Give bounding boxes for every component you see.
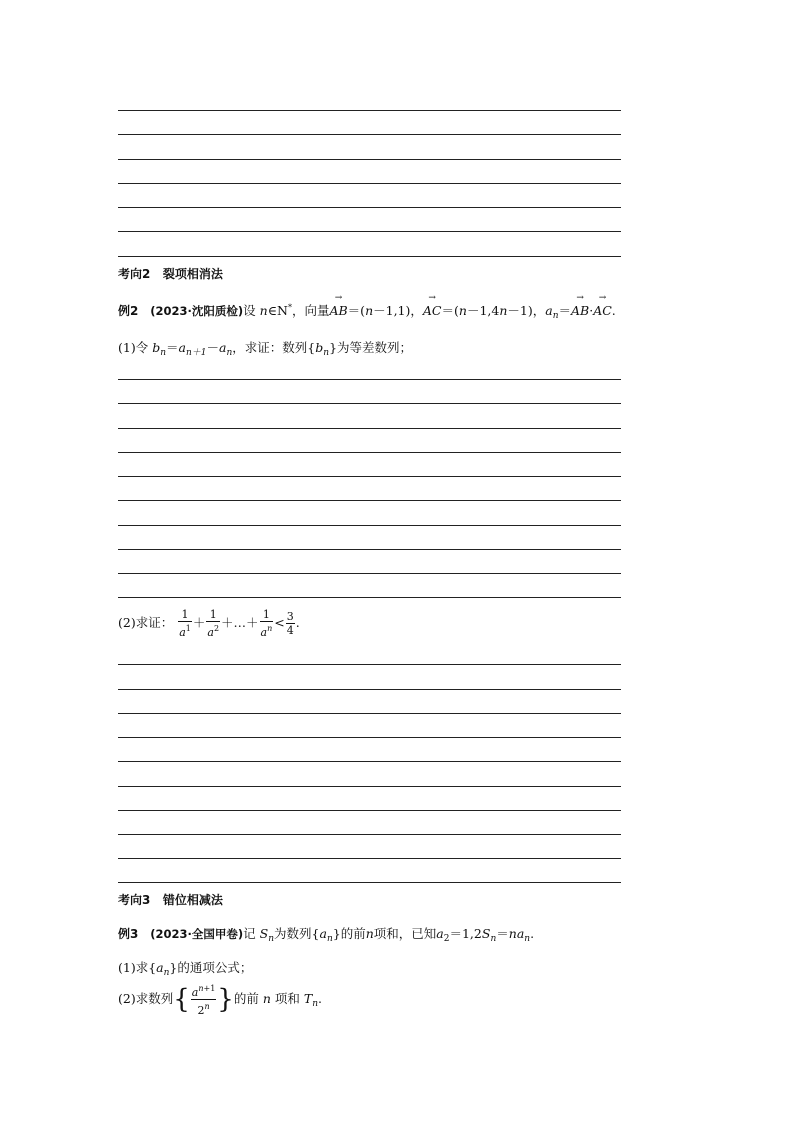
text: 2 bbox=[197, 1004, 205, 1017]
text: ，向量 bbox=[291, 303, 330, 318]
example-label: 例2 bbox=[118, 304, 139, 318]
section-heading-3 bbox=[118, 892, 223, 908]
text: 设 bbox=[243, 303, 256, 318]
text: }为等差数列； bbox=[329, 340, 413, 355]
answer-rule bbox=[118, 858, 621, 859]
answer-rule bbox=[118, 810, 621, 811]
answer-rule bbox=[118, 786, 621, 787]
denominator: 4 bbox=[286, 624, 294, 637]
var-a: a bbox=[260, 626, 268, 639]
var-n: n bbox=[365, 926, 374, 941]
answer-rule bbox=[118, 713, 621, 714]
text: －1,1)， bbox=[373, 303, 423, 318]
text: (2)求数列 bbox=[118, 991, 174, 1006]
subscript-n: n bbox=[312, 999, 319, 1009]
superscript-n: n bbox=[267, 624, 273, 633]
subscript-n: n bbox=[268, 934, 275, 944]
text: 项和 bbox=[274, 991, 300, 1006]
var-b: b bbox=[315, 340, 324, 355]
text: ∈N bbox=[267, 303, 288, 318]
text: 的前 bbox=[233, 991, 259, 1006]
vector-ac: → AC bbox=[423, 303, 442, 319]
text: (1)令 bbox=[118, 340, 149, 355]
var-a: a bbox=[207, 626, 214, 639]
numerator bbox=[191, 982, 217, 1000]
text: (2)求证： bbox=[118, 615, 174, 630]
section-title: 裂项相消法 bbox=[162, 267, 223, 281]
example-label: 例3 bbox=[118, 927, 139, 941]
answer-rule bbox=[118, 110, 621, 111]
subscript-n: n bbox=[326, 934, 333, 944]
var-a: a bbox=[545, 303, 553, 318]
subscript-n: n bbox=[552, 311, 559, 321]
section-title: 错位相减法 bbox=[162, 893, 223, 907]
numerator: 1 bbox=[178, 608, 192, 622]
text: 项和，已知 bbox=[373, 926, 437, 941]
example-3-part-2 bbox=[118, 982, 322, 1021]
text: · bbox=[589, 303, 594, 318]
text: . bbox=[611, 303, 616, 318]
section-label: 考向3 bbox=[118, 893, 151, 907]
answer-rule bbox=[118, 134, 621, 135]
text: ＝( bbox=[441, 303, 459, 318]
var-n: n bbox=[262, 991, 271, 1006]
answer-rule bbox=[118, 573, 621, 574]
text: ＝ bbox=[496, 926, 509, 941]
answer-rule bbox=[118, 207, 621, 208]
answer-rule bbox=[118, 183, 621, 184]
numerator: 1 bbox=[206, 608, 220, 622]
var-t: T bbox=[303, 991, 313, 1006]
answer-rule bbox=[118, 525, 621, 526]
var-n: n bbox=[259, 303, 268, 318]
fraction bbox=[206, 608, 220, 639]
fraction bbox=[191, 982, 217, 1017]
var-a: a bbox=[156, 960, 164, 975]
var-b: b bbox=[152, 340, 161, 355]
text: －1,4 bbox=[466, 303, 500, 318]
answer-rule bbox=[118, 403, 621, 404]
text: ＝ bbox=[166, 340, 179, 355]
denominator bbox=[260, 622, 274, 639]
brace-open: { bbox=[173, 984, 190, 1015]
fraction bbox=[260, 608, 274, 639]
answer-rule bbox=[118, 664, 621, 665]
answer-rule bbox=[118, 231, 621, 232]
numerator: 3 bbox=[286, 610, 294, 623]
text: ＝1,2 bbox=[449, 926, 482, 941]
superscript-n: n bbox=[204, 1002, 210, 1011]
vector-ab: → AB bbox=[571, 303, 589, 319]
answer-rule bbox=[118, 379, 621, 380]
text: 记 bbox=[243, 926, 256, 941]
text: ＋ bbox=[192, 615, 206, 630]
text: . bbox=[295, 615, 300, 630]
text: (1)求{ bbox=[118, 960, 157, 975]
subscript-n: n bbox=[490, 934, 497, 944]
vector-ac: → AC bbox=[593, 303, 612, 319]
answer-rule bbox=[118, 452, 621, 453]
superscript: * bbox=[287, 303, 292, 312]
var-s: S bbox=[259, 926, 269, 941]
text: }的前 bbox=[332, 926, 366, 941]
example-2-part-1 bbox=[118, 340, 412, 361]
denominator bbox=[191, 1000, 217, 1017]
superscript: +1 bbox=[203, 984, 216, 993]
denominator bbox=[178, 622, 192, 639]
brace-close: } bbox=[217, 984, 234, 1015]
answer-rule bbox=[118, 476, 621, 477]
subscript-n: n bbox=[163, 968, 170, 978]
var-a: a bbox=[219, 340, 227, 355]
subscript-n: n bbox=[160, 348, 167, 358]
superscript: 2 bbox=[213, 624, 220, 633]
subscript-n: n bbox=[226, 348, 233, 358]
subscript: 2 bbox=[443, 934, 450, 944]
answer-rule bbox=[118, 256, 621, 257]
subscript-n: n bbox=[323, 348, 330, 358]
answer-rule bbox=[118, 882, 621, 883]
text: －1)， bbox=[507, 303, 546, 318]
var-a: a bbox=[319, 926, 327, 941]
text: ＝ bbox=[558, 303, 571, 318]
vector-ab: → AB bbox=[329, 303, 347, 319]
fraction bbox=[178, 608, 192, 639]
text: ＋…＋ bbox=[221, 615, 259, 630]
answer-rule bbox=[118, 737, 621, 738]
section-heading-2 bbox=[118, 266, 223, 282]
example-2-stem bbox=[118, 300, 616, 324]
text: ＝( bbox=[347, 303, 366, 318]
answer-rule bbox=[118, 500, 621, 501]
var-n: n bbox=[458, 303, 467, 318]
example-3-stem bbox=[118, 926, 534, 947]
var-a: a bbox=[436, 926, 444, 941]
text: < bbox=[274, 615, 285, 630]
subscript-n-plus-1: n＋1 bbox=[185, 348, 207, 358]
answer-rule bbox=[118, 159, 621, 160]
answer-rule bbox=[118, 761, 621, 762]
denominator bbox=[206, 622, 220, 639]
superscript: 1 bbox=[185, 624, 191, 633]
fraction bbox=[286, 610, 295, 637]
text: . bbox=[318, 991, 322, 1006]
text: }的通项公式； bbox=[169, 960, 253, 975]
subscript-n: n bbox=[524, 934, 531, 944]
var-n: n bbox=[508, 926, 517, 941]
example-3-part-1 bbox=[118, 960, 252, 981]
text: ，求证：数列{ bbox=[232, 340, 316, 355]
answer-rule bbox=[118, 834, 621, 835]
answer-rule bbox=[118, 549, 621, 550]
var-n: n bbox=[499, 303, 508, 318]
section-label: 考向2 bbox=[118, 267, 151, 281]
var-s: S bbox=[481, 926, 491, 941]
answer-rule bbox=[118, 597, 621, 598]
example-source: (2023·沈阳质检) bbox=[150, 304, 244, 318]
text: 为数列{ bbox=[274, 926, 320, 941]
answer-rule bbox=[118, 428, 621, 429]
var-a: a bbox=[516, 926, 525, 941]
text: － bbox=[206, 340, 220, 355]
var-a: a bbox=[178, 340, 186, 355]
example-source: (2023·全国甲卷) bbox=[150, 927, 244, 941]
var-a: a bbox=[179, 626, 186, 639]
var-a: a bbox=[191, 986, 199, 999]
var-n: n bbox=[365, 303, 374, 318]
example-2-part-2 bbox=[118, 608, 300, 639]
numerator: 1 bbox=[260, 608, 274, 622]
answer-rule bbox=[118, 689, 621, 690]
superscript-n: n bbox=[198, 984, 204, 993]
text: . bbox=[530, 926, 535, 941]
